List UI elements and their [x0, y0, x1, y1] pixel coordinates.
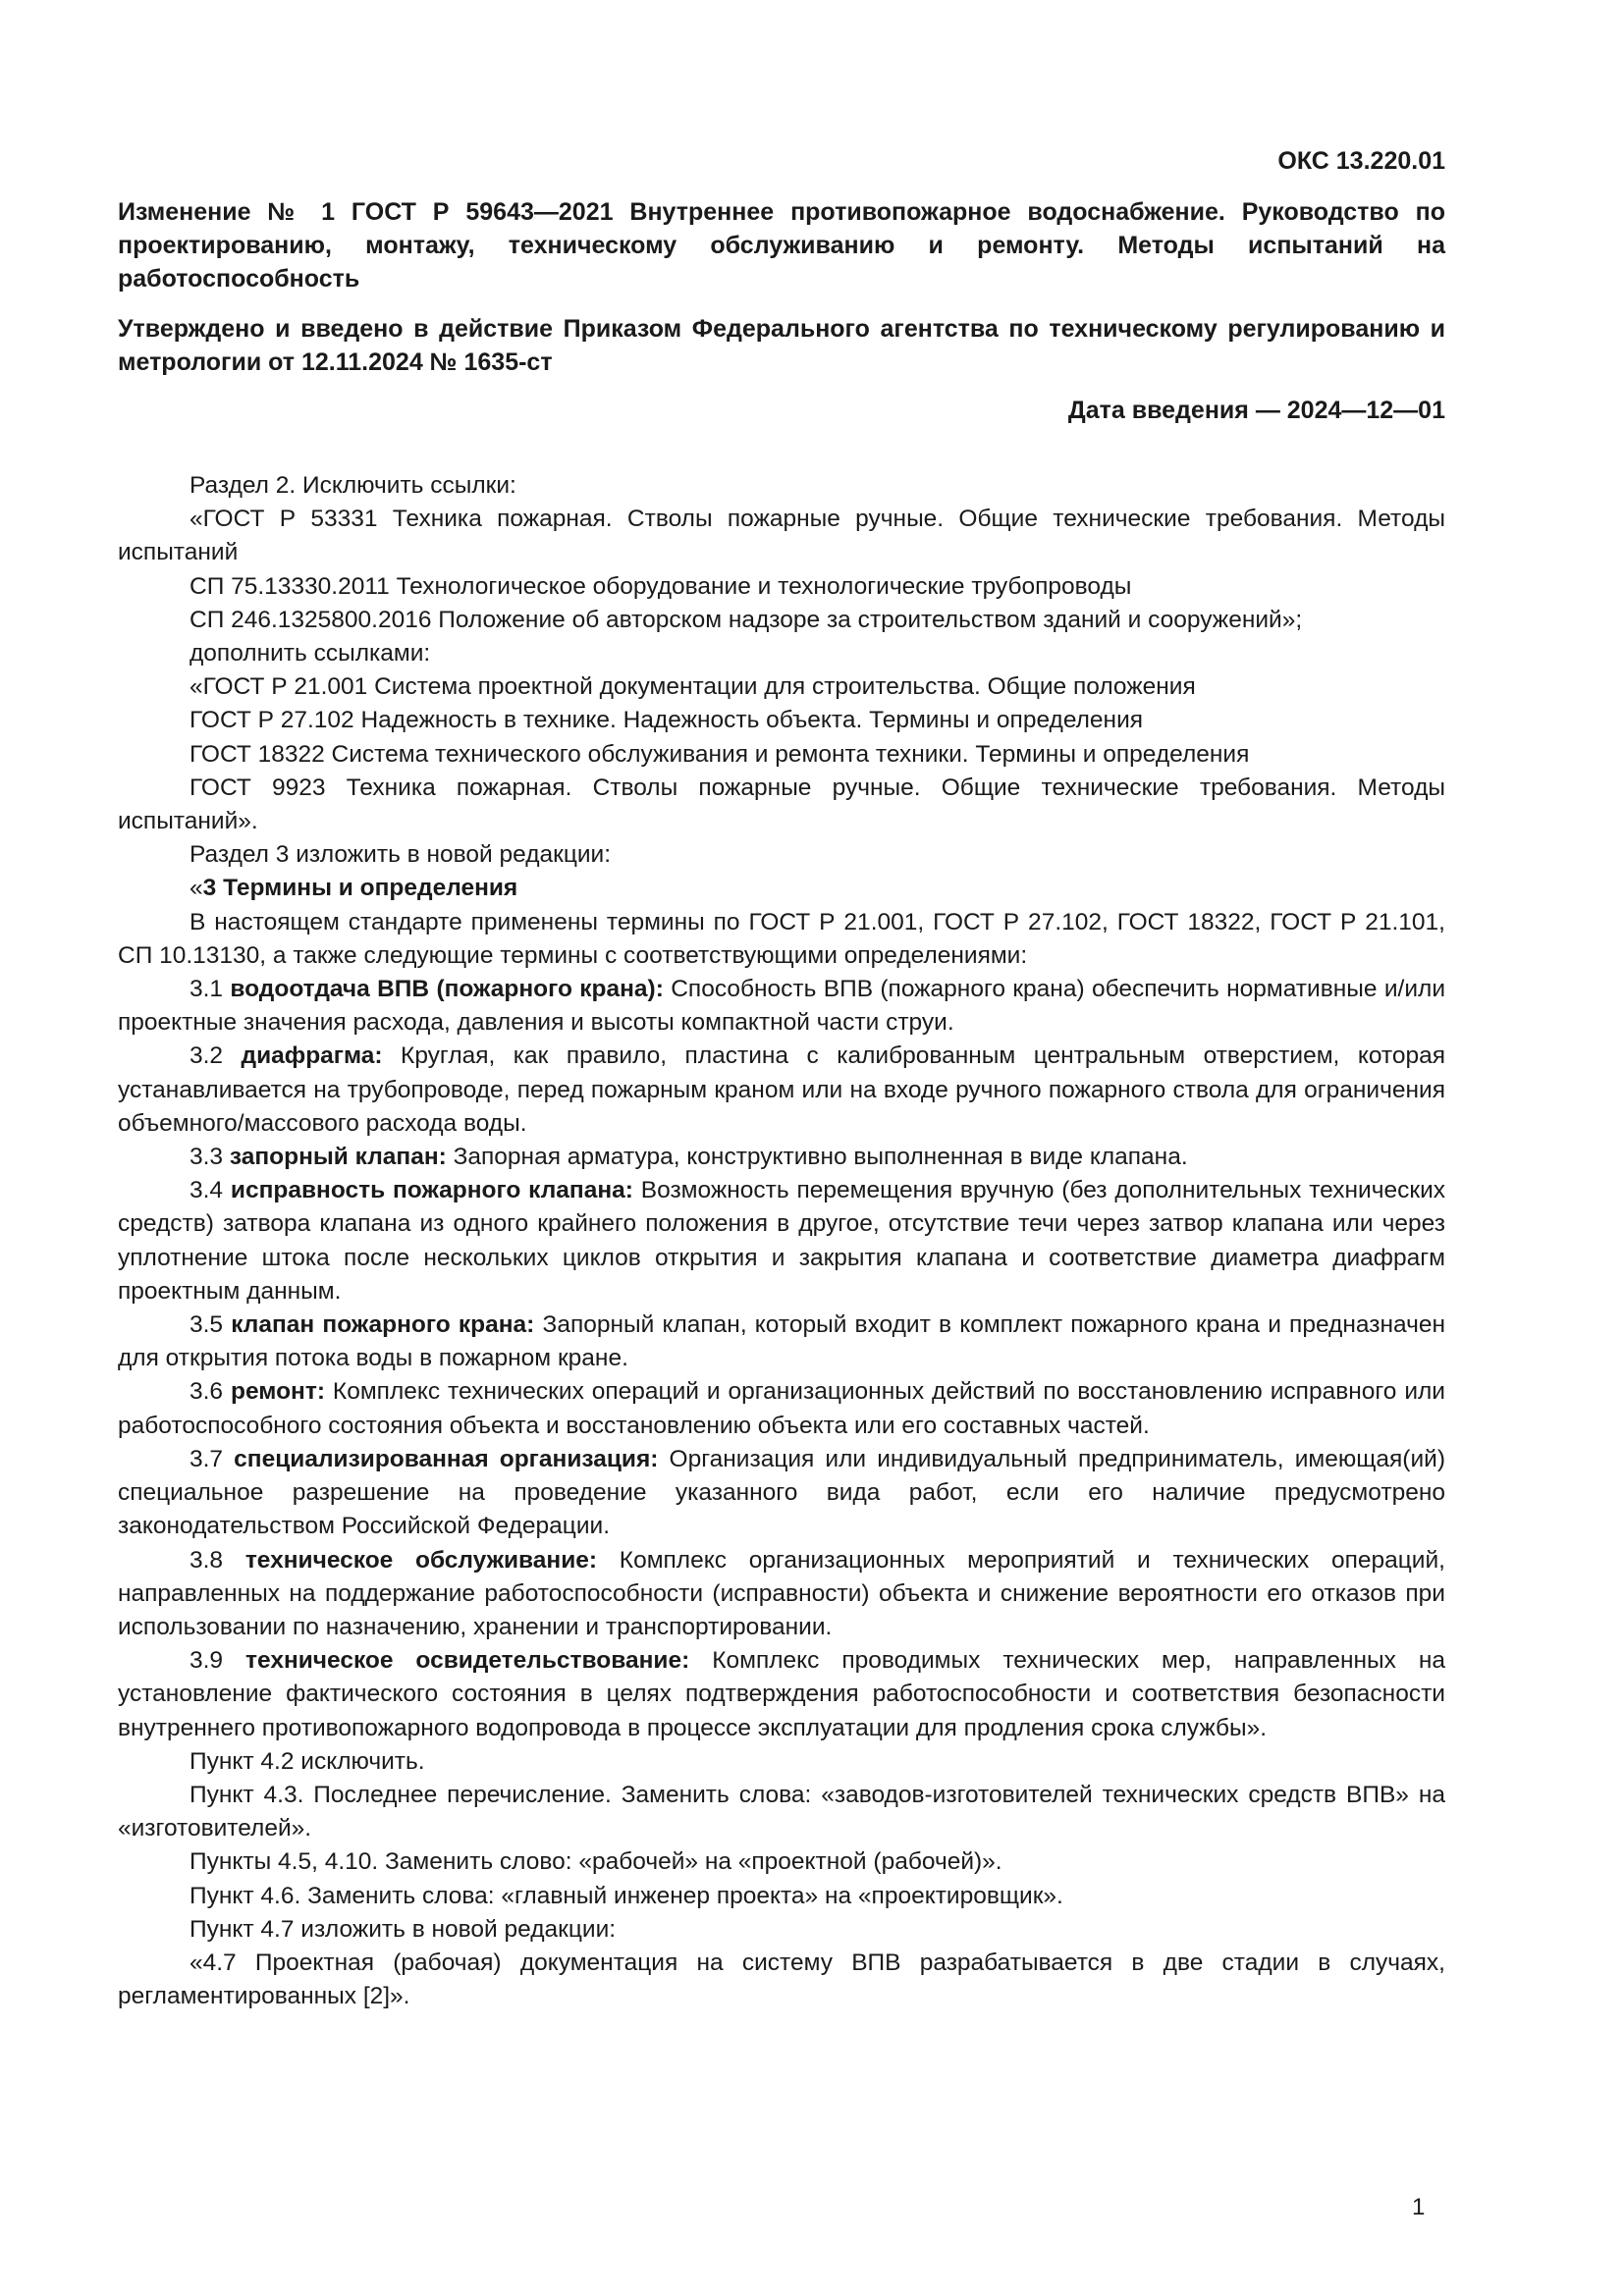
paragraph: «4.7 Проектная (рабочая) документация на систему ВПВ разрабатывается в две стадии в случаях, регламентированных [2]». — [118, 1949, 1445, 2010]
paragraph: Пункт 4.7 изложить в новой редакции: — [189, 1915, 617, 1943]
definition: Способность ВПВ (пожарного крана) обеспечить нормативные и/или проектные значения расхода, давления и высоты компактной части струи. — [118, 976, 1446, 1037]
paragraph: В настоящем стандарте применены термины по ГОСТ Р 21.001, ГОСТ Р 27.102, ГОСТ 18322, ГОСТ Р 21.101, СП 10.13130, а также следующие термины с соответствующими определениями: — [118, 908, 1445, 969]
paragraph: Пункт 4.2 исключить. — [189, 1747, 425, 1775]
definition: Организация или индивидуальный предприниматель, имеющая(ий) специальное разрешение на проведение указанного вида работ, если его наличие предусмотрено законодательством Российской Федерации. — [118, 1445, 1445, 1540]
term-definition — [118, 1544, 1445, 1645]
term-definition — [118, 1174, 1445, 1308]
definition: Комплекс организационных мероприятий и технических операций, направленных на поддержание работоспособности (исправности) объекта и снижение вероятности его отказов при использовании по назначению, хранении и транспортировании. — [118, 1546, 1445, 1640]
term-definition — [118, 1141, 1445, 1174]
document-title: Изменение № 1 ГОСТ Р 59643—2021 Внутреннее противопожарное водоснабжение. Руководство по проектированию, монтажу, техническому обслуживанию и ремонту. Методы испытаний на работоспособность — [118, 198, 1445, 293]
paragraph: СП 75.13330.2011 Технологическое оборудование и технологические трубопроводы — [189, 572, 1132, 600]
term: клапан пожарного крана: — [231, 1311, 535, 1339]
definition: Возможность перемещения вручную (без дополнительных технических средств) затвора клапана из одного крайнего положения в другое, отсутствие течи через затвор клапана или через уплотнение штока после нескольких циклов открытия и закрытия клапана и соответствие диаметра диафрагм проектным данным. — [118, 1177, 1446, 1305]
term-definition — [118, 1375, 1445, 1442]
paragraph: Пункт 4.6. Заменить слова: «главный инженер проекта» на «проектировщик». — [189, 1882, 1063, 1909]
definition: Запорная арматура, конструктивно выполненная в виде клапана. — [446, 1144, 1188, 1171]
term: ремонт: — [231, 1378, 325, 1406]
term-number: 3.8 — [189, 1546, 245, 1574]
definition: Комплекс технических операций и организационных действий по восстановлению исправного или работоспособного состояния объекта и восстановлению объекта или его составных частей. — [118, 1378, 1445, 1439]
term-number: 3.7 — [189, 1445, 235, 1472]
section-heading — [118, 872, 1445, 905]
term-definition — [118, 1644, 1445, 1745]
term: исправность пожарного клапана: — [230, 1177, 633, 1204]
oks-code: ОКС 13.220.01 — [1277, 147, 1445, 175]
definition: Комплекс проводимых технических мер, направленных на установление фактического состояния в целях подтверждения работоспособности и соответствия безопасности внутреннего противопожарного водопровода в процессе эксплуатации для продления срока службы». — [118, 1647, 1445, 1741]
paragraph: ГОСТ Р 27.102 Надежность в технике. Надежность объекта. Термины и определения — [189, 707, 1144, 734]
paragraph: «ГОСТ Р 21.001 Система проектной документации для строительства. Общие положения — [189, 673, 1196, 701]
paragraph: Пункт 4.3. Последнее перечисление. Заменить слова: «заводов-изготовителей технических средств ВПВ» на «изготовителей». — [118, 1781, 1445, 1842]
paragraph: СП 246.1325800.2016 Положение об авторском надзоре за строительством зданий и сооружений»; — [189, 606, 1303, 633]
term-number: 3.9 — [189, 1647, 246, 1675]
paragraph: дополнить ссылками: — [189, 640, 431, 667]
document-body — [118, 469, 1445, 2013]
term-number: 3.5 — [189, 1311, 232, 1339]
term: водоотдача ВПВ (пожарного крана): — [230, 976, 664, 1003]
effective-date: Дата введения — 2024—12—01 — [1067, 397, 1445, 424]
term-definition — [118, 1040, 1445, 1141]
term-definition — [118, 1308, 1445, 1375]
term: диафрагма: — [241, 1042, 383, 1070]
term: техническое освидетельствование: — [245, 1647, 690, 1675]
term: техническое обслуживание: — [244, 1546, 598, 1574]
paragraph: Пункты 4.5, 4.10. Заменить слово: «рабочей» на «проектной (рабочей)». — [189, 1848, 1002, 1876]
term-definition — [118, 973, 1445, 1040]
definition: Запорный клапан, который входит в комплект пожарного крана и предназначен для открытия потока воды в пожарном кране. — [118, 1311, 1445, 1372]
term-number: 3.6 — [189, 1378, 231, 1406]
paragraph: ГОСТ 9923 Техника пожарная. Стволы пожарные ручные. Общие технические требования. Методы испытаний». — [118, 774, 1445, 835]
paragraph: Раздел 3 изложить в новой редакции: — [189, 841, 612, 869]
quote-mark: « — [189, 875, 203, 902]
term-number: 3.3 — [189, 1144, 230, 1171]
term: специализированная организация: — [234, 1445, 659, 1472]
paragraph: «ГОСТ Р 53331 Техника пожарная. Стволы пожарные ручные. Общие технические требования. Методы испытаний — [118, 506, 1445, 566]
term-number: 3.1 — [189, 976, 231, 1003]
page-number: 1 — [1412, 2194, 1426, 2220]
approval-statement: Утверждено и введено в действие Приказом Федерального агентства по техническому регулированию и метрологии от 12.11.2024 № 1635-ст — [118, 315, 1445, 376]
term-number: 3.2 — [189, 1042, 242, 1070]
term-definition — [118, 1443, 1445, 1544]
section-heading-text: 3 Термины и определения — [202, 875, 518, 902]
term: запорный клапан: — [229, 1144, 447, 1171]
term-number: 3.4 — [189, 1177, 231, 1204]
paragraph: ГОСТ 18322 Система технического обслуживания и ремонта техники. Термины и определения — [189, 740, 1250, 768]
paragraph: Раздел 2. Исключить ссылки: — [189, 472, 516, 499]
definition: Круглая, как правило, пластина с калиброванным центральным отверстием, которая устанавливается на трубопроводе, перед пожарным краном или на входе ручного пожарного ствола для ограничения объемного/массового расхода воды. — [118, 1042, 1445, 1137]
